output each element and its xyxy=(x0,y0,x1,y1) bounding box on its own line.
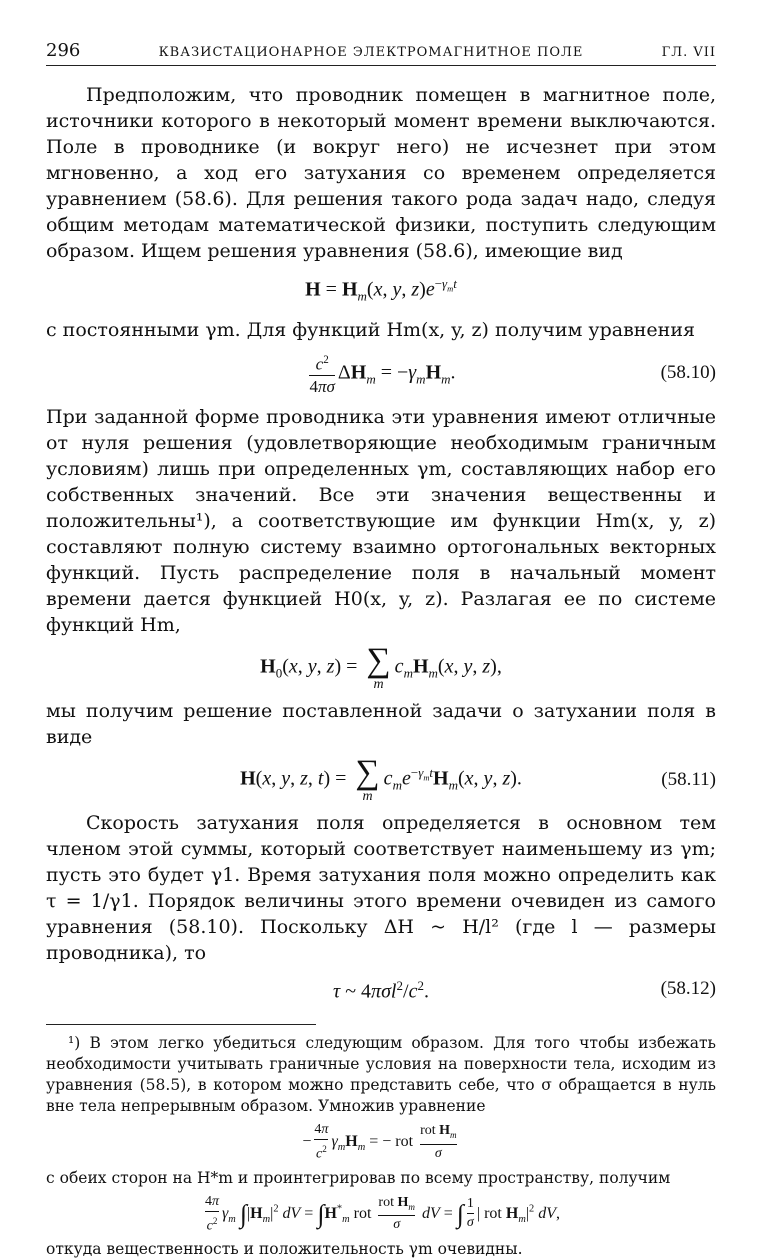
equation-58-12: τ ~ $4\pi\sigma l^2/c^2$. (58.12) xyxy=(46,972,716,1006)
paragraph-4: мы получим решение поставленной задачи о затухании поля в виде xyxy=(46,700,716,749)
paragraph-2: с постоянными γm. Для функций Hm(x, y, z) получим уравнения xyxy=(46,318,695,341)
equation-number-58-10: (58.10) xyxy=(660,362,716,384)
footnote-text-1: ¹) В этом легко убедиться следующим образом. Для того чтобы избежать необходимости учитывать граничные условия на поверхности тела, исходим из уравнения (58.5), в котором можно представить себе, что σ обращается в нуль вне тела непрерывным образом. Умножив уравнение xyxy=(46,1033,716,1115)
paragraph-3: При заданной форме проводника эти уравнения имеют отличные от нуля решения (удовлетворяющие необходимым граничным условиям) лишь при определенных γm, составляющих набор его собственных значений. Все эти значения вещественны и положительны¹), а соответствующие им функции Hm(x, y, z) составляют полную систему взаимно ортогональных векторных функций. Пусть распределение поля в начальный момент времени дается функцией H0(x, y, z). Разлагая ее по системе функций Hm, xyxy=(46,406,716,637)
equation-expansion: $H_0(x$, y, z) = ∑ m $c_mH_m(x$, y, z), xyxy=(260,642,502,693)
equation-number-58-11: (58.11) xyxy=(661,769,716,791)
equation-58-10: $\frac{c^2}{4\pi\sigma}$ $\Delta H_m = -\gamma_mH_m$. (58.10) xyxy=(309,353,716,397)
page-header xyxy=(46,40,716,66)
equation-number-58-12: (58.12) xyxy=(660,978,716,1000)
footnote-text-3: откуда вещественность и положительность γm очевидны. xyxy=(46,1240,523,1259)
footnote-text-2: с обеих сторон на H*m и проинтегрировав по всему пространству, получим xyxy=(46,1168,671,1187)
running-title: КВАЗИСТАЦИОНАРНОЕ ЭЛЕКТРОМАГНИТНОЕ ПОЛЕ xyxy=(158,45,584,60)
footnote-rule xyxy=(46,1024,316,1025)
paragraph-5: Скорость затухания поля определяется в основном тем членом этой суммы, который соответствует наименьшему из γm; пусть это будет γ1. Время затухания поля можно определить как τ = 1/γ1. Порядок величины этого времени очевиден из самого уравнения (58.10). Поскольку ΔH ~ H/l² (где l — размеры проводника), то xyxy=(46,812,716,965)
equation-58-11: H(x, y, z, t) = ∑ m $c_me^{-\gamma_mt}H_m(x$, y, z). (58.11) xyxy=(240,754,716,805)
footnote-equation-2: $\frac{4\pi}{c^2}$ $\gamma_m$ $\int|H_m|^2$ dV = $\int H^*_m$ rot $\frac{rot H_m}{\sigma}$ dV = ∫ $\frac{1}{\sigma}$ | rot $H_m|^2$ dV, xyxy=(204,1193,561,1234)
equation-ansatz: $H = H_m(x$, y, $z)e^{-\gamma_mt}$ xyxy=(305,276,457,304)
page-number: 296 xyxy=(46,40,81,61)
chapter-label: ГЛ. VII xyxy=(661,45,716,60)
page xyxy=(46,40,716,1260)
paragraph-1: Предположим, что проводник помещен в магнитное поле, источники которого в некоторый момент времени выключаются. Поле в проводнике (и вокруг него) не исчезнет при этом мгновенно, а ход его затухания со временем определяется уравнением (58.6). Для решения такого рода задач надо, следуя общим методам математической физики, поступить следующим образом. Ищем решения уравнения (58.6), имеющие вид xyxy=(46,84,716,262)
footnote-equation-1: − $\frac{4\pi}{c^2}$ $\gamma_mH_m$ = − rot $\frac{rot H_m}{\sigma}$ xyxy=(302,1121,457,1162)
